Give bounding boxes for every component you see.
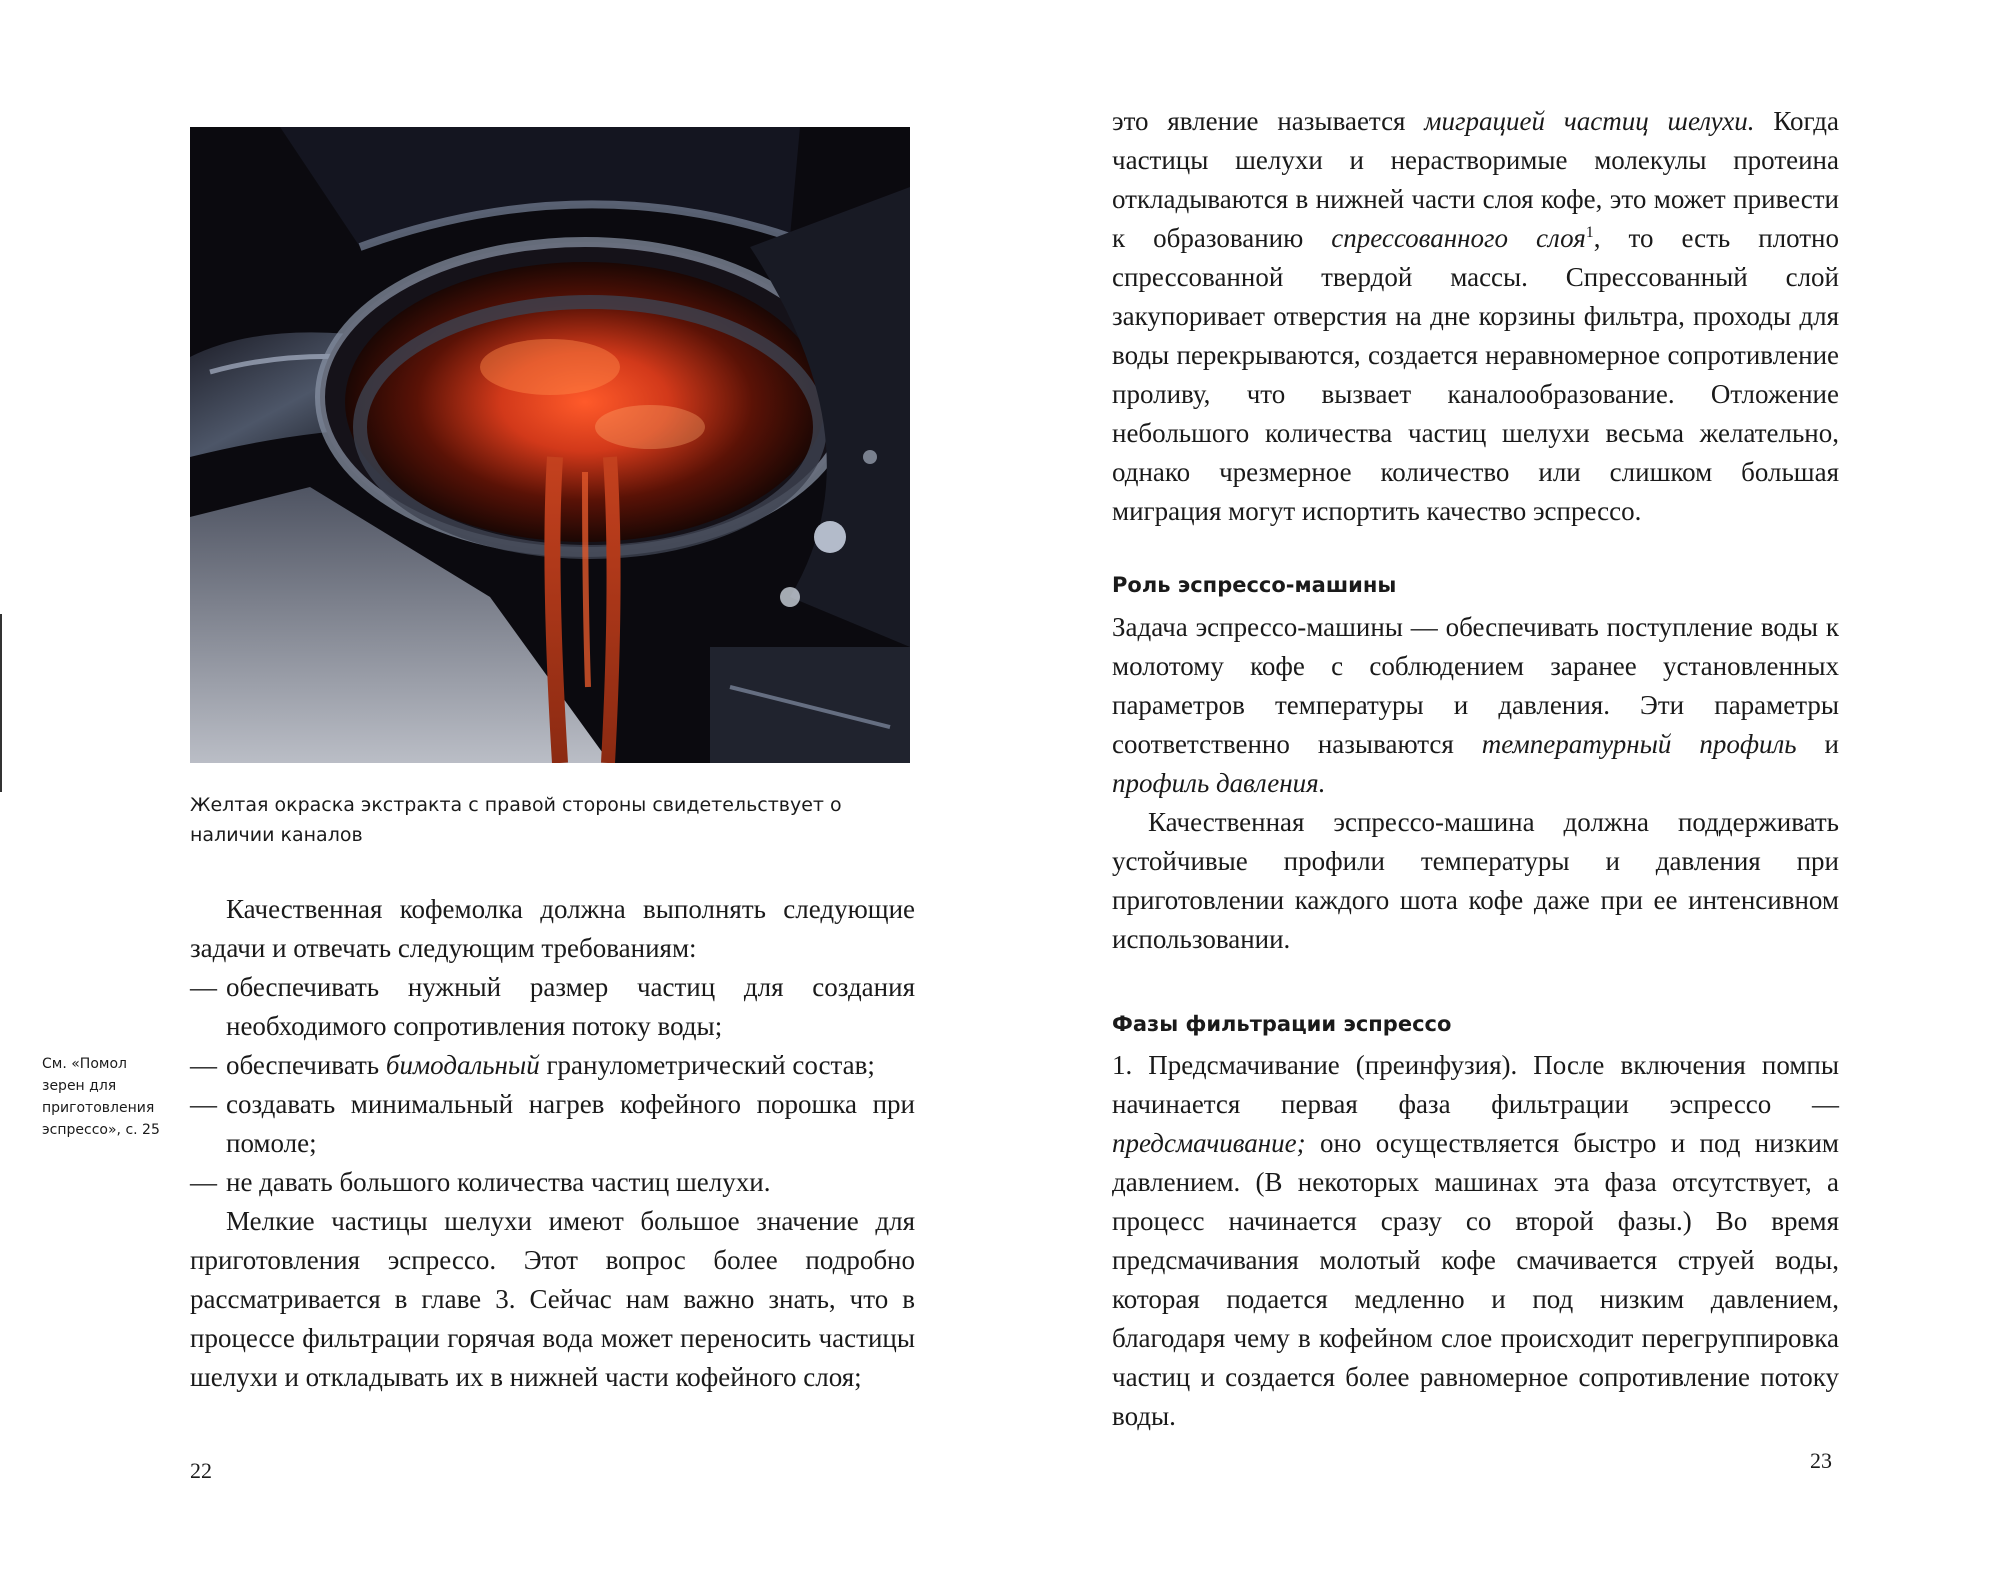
list-item: — обеспечивать бимодальный гранулометрический состав; [190,1046,915,1085]
espresso-photo [190,127,910,763]
right-top-paragraph [1112,102,1839,531]
emphasis: профиль давления. [1112,768,1326,798]
paragraph: Мелкие частицы шелухи имеют большое значение для приготовления эспрессо. Этот вопрос более подробно рассматривается в главе 3. Сейчас нам важно знать, что в процессе фильтрации горячая вода может переносить частицы шелухи и откладывать их в нижней части кофейного слоя; [190,1206,915,1392]
intro-paragraph: Качественная кофемолка должна выполнять следующие задачи и отвечать следующим требованиям: [190,894,915,963]
list-item: — создавать минимальный нагрев кофейного порошка при помоле; [190,1085,915,1163]
phases-section [1112,1046,1839,1436]
paragraph: это явление называется миграцией частиц шелухи. Когда частицы шелухи и нерастворимые молекулы протеина откладываются в нижней части слоя кофе, это может привести к образованию спрессованного слоя$^1$, то есть плотно спрессованной твердой массы. Спрессованный слой закупоривает отверстия на дне корзины фильтра, проходы для воды перекрываются, создается неравномерное сопротивление проливу, что вызвает каналообразование. Отложение небольшого количества частиц шелухи весьма желательно, однако чрезмерное количество или слишком большая миграция могут испортить качество эспрессо. [1112,106,1840,526]
list-item: — не давать большого количества частиц шелухи. [190,1163,915,1202]
role-section [1112,608,1839,959]
espresso-extraction-photo-icon [190,127,910,763]
emphasis: спрессованного слоя [1331,223,1586,253]
emphasis: миграцией частиц шелухи. [1424,106,1755,136]
left-body-text [190,890,915,1397]
footnote-ref: 1 [1585,224,1594,241]
section-heading: Фазы фильтрации эспрессо [1112,1012,1452,1036]
page-number: 22 [190,1458,212,1483]
page-number: 23 [1810,1448,1832,1473]
emphasis: температурный профиль [1481,729,1797,759]
photo-caption: Желтая окраска экстракта с правой стороны свидетельствует о наличии каналов [190,794,842,846]
section-heading: Роль эспрессо-машины [1112,573,1397,597]
list-item: — обеспечивать нужный размер частиц для создания необходимого сопротивления потоку воды; [190,968,915,1046]
emphasis: бимодальный [385,1050,540,1080]
requirements-list [190,968,915,1202]
margin-note: См. «Помол зерен для приготовления эспрессо», с. 25 [42,1056,160,1138]
emphasis: предсмачивание; [1112,1128,1306,1158]
paragraph: 1. Предсмачивание (преинфузия). После включения помпы начинается первая фаза фильтрации эспрессо — предсмачивание; оно осуществляется быстро и под низким давлением. (В некоторых машинах эта фаза отсутствует, а процесс начинается сразу со второй фазы.) Во время предсмачивания молотый кофе смачивается струей воды, которая подается медленно и под низким давлением, благодаря чему в кофейном слое происходит перегруппировка частиц и создается более равномерное сопротивление потоку воды. [1112,1050,1839,1431]
paragraph: Качественная эспрессо-машина должна поддерживать устойчивые профили температуры и давления при приготовлении каждого шота кофе даже при ее интенсивном использовании. [1112,807,1839,954]
paragraph: Задача эспрессо-машины — обеспечивать поступление воды к молотому кофе с соблюдением заранее установленных параметров температуры и давления. Эти параметры соответственно называются температурный профиль и профиль давления. [1112,612,1839,798]
